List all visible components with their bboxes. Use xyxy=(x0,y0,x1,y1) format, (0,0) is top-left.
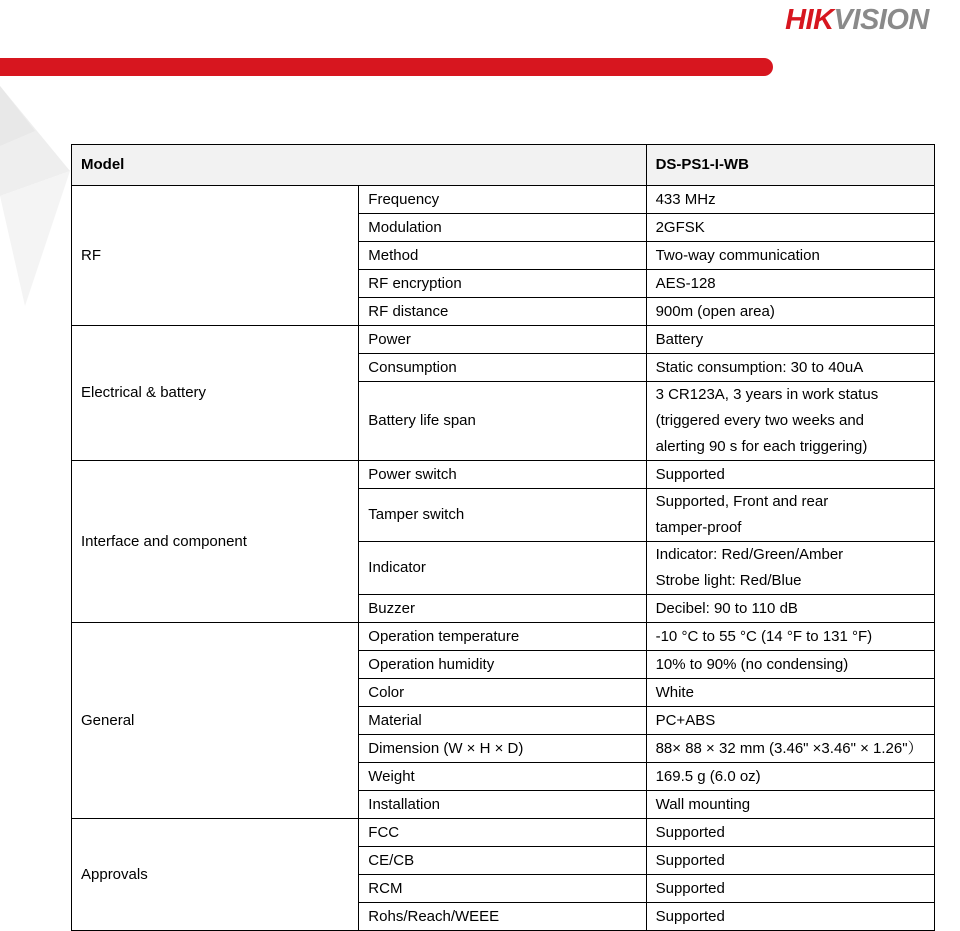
spec-value-line: Supported, Front and rear xyxy=(655,493,829,510)
spec-value xyxy=(646,903,934,931)
table-row xyxy=(72,461,935,489)
header-model-label: Model xyxy=(72,145,647,186)
spec-value xyxy=(646,186,934,214)
spec-value xyxy=(646,489,934,542)
spec-value xyxy=(646,847,934,875)
spec-value-line: Supported xyxy=(655,907,725,925)
spec-label: FCC xyxy=(359,819,646,847)
group-label: Approvals xyxy=(72,819,359,931)
spec-value-line: 88× 88 × 32 mm (3.46" ×3.46" × 1.26"） xyxy=(655,739,923,757)
spec-value xyxy=(646,382,934,461)
spec-value-line: Wall mounting xyxy=(655,795,751,813)
spec-value xyxy=(646,651,934,679)
spec-value xyxy=(646,542,934,595)
group-label: Interface and component xyxy=(72,461,359,623)
spec-value xyxy=(646,623,934,651)
spec-label: Installation xyxy=(359,791,646,819)
spec-value-line: White xyxy=(655,683,694,701)
spec-value-line: Supported xyxy=(655,851,725,869)
spec-label: Weight xyxy=(359,763,646,791)
header-accent-bar xyxy=(0,58,773,76)
spec-value xyxy=(646,298,934,326)
svg-text:HIKVISION: HIKVISION xyxy=(785,4,929,36)
spec-label: Modulation xyxy=(359,214,646,242)
hikvision-logo xyxy=(762,2,952,36)
spec-table-body xyxy=(72,186,935,931)
spec-value-line: alerting 90 s for each triggering) xyxy=(655,438,868,455)
spec-value xyxy=(646,735,934,763)
hikvision-logo-graphic xyxy=(762,2,952,36)
spec-value-line: Battery xyxy=(655,330,704,348)
spec-value xyxy=(646,354,934,382)
spec-label: Consumption xyxy=(359,354,646,382)
spec-value-line: Indicator: Red/Green/Amber xyxy=(655,546,844,563)
spec-label: Operation humidity xyxy=(359,651,646,679)
spec-value-line: 10% to 90% (no condensing) xyxy=(655,655,849,673)
header-model-value: DS-PS1-I-WB xyxy=(646,145,934,186)
spec-label: Operation temperature xyxy=(359,623,646,651)
spec-value-line: -10 °C to 55 °C (14 °F to 131 °F) xyxy=(655,627,873,645)
group-label: RF xyxy=(72,186,359,326)
spec-value-line: 169.5 g (6.0 oz) xyxy=(655,767,761,785)
group-label: General xyxy=(72,623,359,819)
spec-label: Battery life span xyxy=(359,382,646,461)
spec-value xyxy=(646,461,934,489)
group-label: Electrical & battery xyxy=(72,326,359,461)
spec-value-line: PC+ABS xyxy=(655,711,716,729)
spec-label: Method xyxy=(359,242,646,270)
spec-label: Buzzer xyxy=(359,595,646,623)
spec-value-line: Strobe light: Red/Blue xyxy=(655,572,802,589)
spec-value-line: Static consumption: 30 to 40uA xyxy=(655,358,864,376)
spec-value xyxy=(646,791,934,819)
spec-label: Power switch xyxy=(359,461,646,489)
spec-value xyxy=(646,242,934,270)
spec-value-line: 3 CR123A, 3 years in work status xyxy=(655,386,879,403)
spec-value-line: 433 MHz xyxy=(655,190,716,208)
spec-value xyxy=(646,595,934,623)
spec-value-line: Supported xyxy=(655,879,725,897)
spec-value xyxy=(646,214,934,242)
spec-label: Dimension (W × H × D) xyxy=(359,735,646,763)
spec-value-line: Supported xyxy=(655,465,725,483)
spec-label: Color xyxy=(359,679,646,707)
table-row xyxy=(72,819,935,847)
spec-value-line: 900m (open area) xyxy=(655,302,775,320)
spec-value xyxy=(646,819,934,847)
spec-label: RF distance xyxy=(359,298,646,326)
spec-label: RF encryption xyxy=(359,270,646,298)
spec-value-line: tamper-proof xyxy=(655,519,742,536)
table-header-row xyxy=(72,145,935,186)
spec-table xyxy=(71,144,935,931)
spec-value-line: AES-128 xyxy=(655,274,716,292)
spec-label: RCM xyxy=(359,875,646,903)
table-row xyxy=(72,623,935,651)
spec-value xyxy=(646,326,934,354)
spec-value-line: 2GFSK xyxy=(655,218,705,236)
spec-label: Power xyxy=(359,326,646,354)
spec-label: CE/CB xyxy=(359,847,646,875)
spec-value-line: Decibel: 90 to 110 dB xyxy=(655,599,798,617)
table-row xyxy=(72,326,935,354)
spec-value-line: Supported xyxy=(655,823,725,841)
spec-value xyxy=(646,875,934,903)
spec-value xyxy=(646,707,934,735)
spec-value-line: (triggered every two weeks and xyxy=(655,412,865,429)
spec-label: Rohs/Reach/WEEE xyxy=(359,903,646,931)
spec-label: Frequency xyxy=(359,186,646,214)
spec-value-line: Two-way communication xyxy=(655,246,820,264)
spec-label: Material xyxy=(359,707,646,735)
spec-value xyxy=(646,679,934,707)
spec-label: Tamper switch xyxy=(359,489,646,542)
spec-label: Indicator xyxy=(359,542,646,595)
spec-value xyxy=(646,270,934,298)
spec-value xyxy=(646,763,934,791)
table-row xyxy=(72,186,935,214)
